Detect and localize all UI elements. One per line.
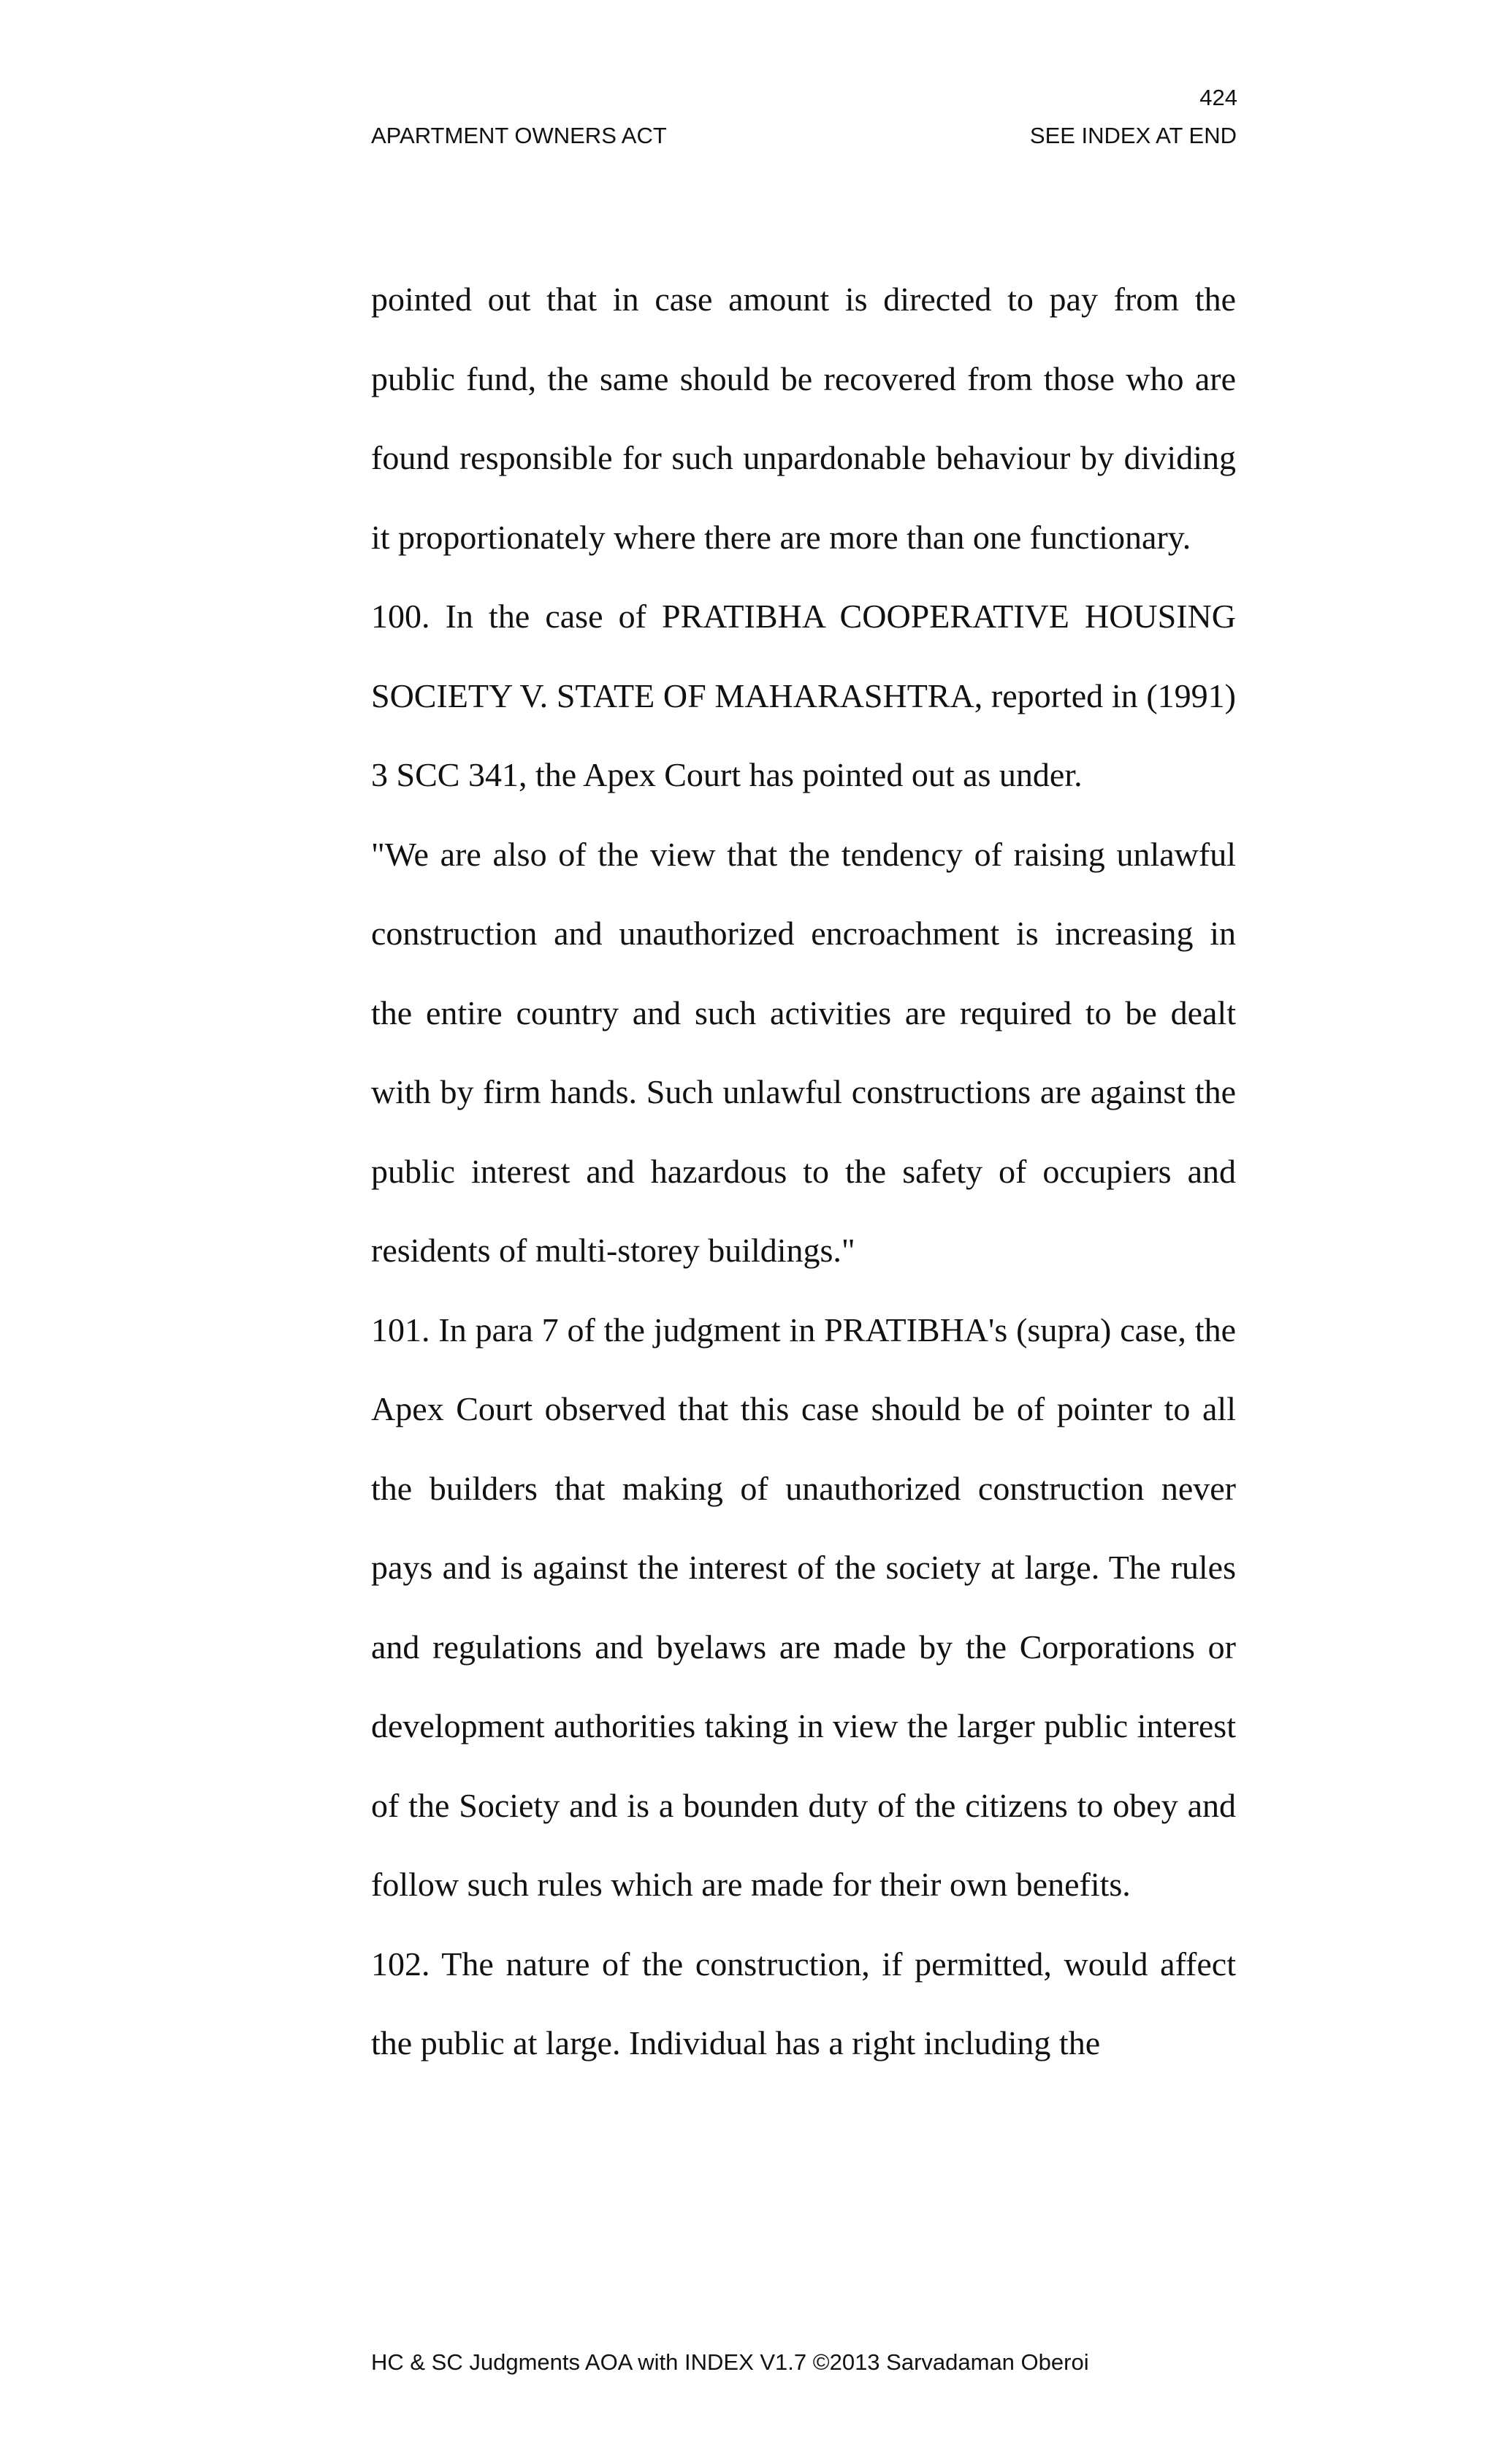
- paragraph-101: 101. In para 7 of the judgment in PRATIBHA's (supra) case, the Apex Court observed that this case should be of pointer to all the builders that making of unauthorized construction never pays and is against the interest of the society at large. The rules and regulations and byelaws are made by the Corporations or development authorities taking in view the larger public interest of the Society and is a bounden duty of the citizens to obey and follow such rules which are made for their own benefits.: [371, 1311, 1236, 1903]
- block-quote: "We are also of the view that the tendency of raising unlawful construction and unauthorized encroachment is increasing in the entire country and such activities are required to be dealt with by firm hands. Such unlawful constructions are against the public interest and hazardous to the safety of occupiers and residents of multi-storey buildings.": [371, 835, 1236, 1269]
- running-header-title: APARTMENT OWNERS ACT: [371, 123, 667, 148]
- paragraph-100: 100. In the case of PRATIBHA COOPERATIVE HOUSING SOCIETY V. STATE OF MAHARASHTRA, reported in (1991) 3 SCC 341, the Apex Court has pointed out as under.: [371, 598, 1236, 793]
- page-number: 424: [1199, 85, 1237, 110]
- running-header-index-note: SEE INDEX AT END: [1029, 123, 1237, 148]
- page-body: [371, 260, 1236, 2083]
- paragraph-102: 102. The nature of the construction, if permitted, would affect the public at large. Individual has a right including the: [371, 1945, 1236, 2061]
- page-footer: HC & SC Judgments AOA with INDEX V1.7 ©2013 Sarvadaman Oberoi: [371, 2349, 1089, 2375]
- paragraph-continuation: pointed out that in case amount is directed to pay from the public fund, the same should be recovered from those who are found responsible for such unpardonable behaviour by dividing it proportionately where there are more than one functionary.: [371, 281, 1236, 556]
